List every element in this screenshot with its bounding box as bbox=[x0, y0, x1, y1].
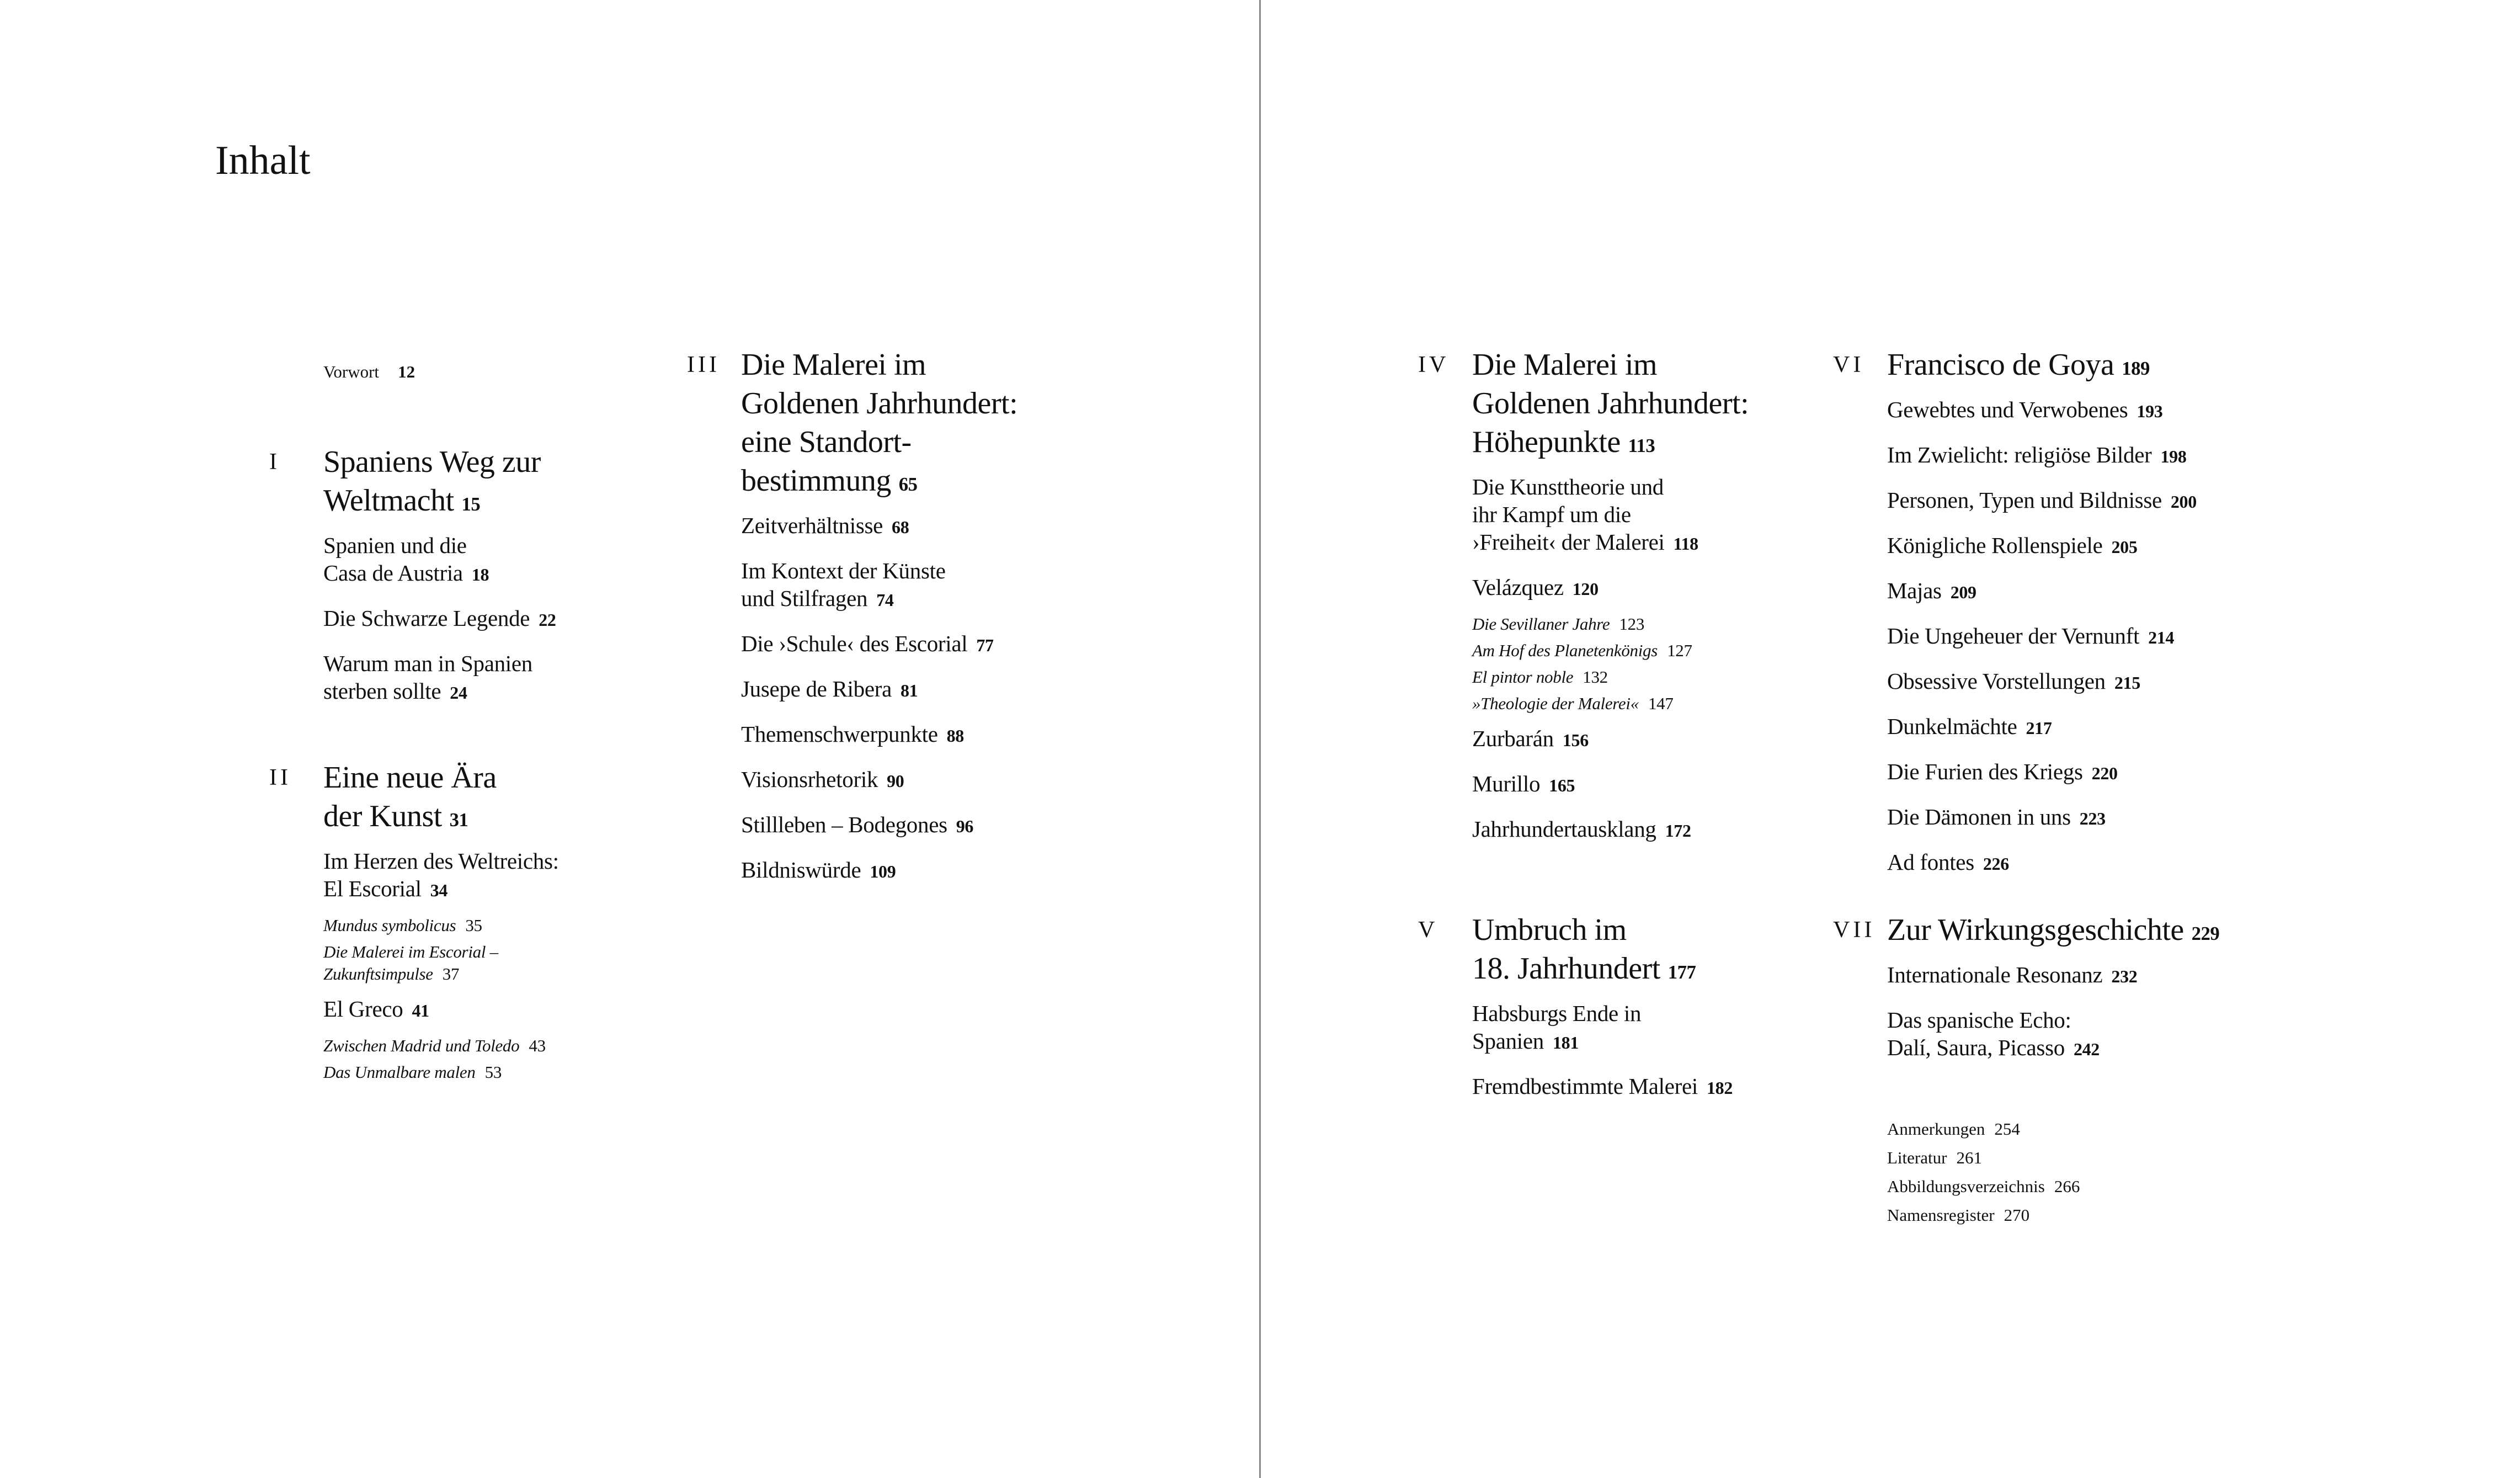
entry-line bbox=[1887, 713, 2251, 742]
entry-label: Die Dämonen in uns bbox=[1887, 804, 2071, 830]
entry-line bbox=[1887, 622, 2251, 652]
entry-line bbox=[1887, 531, 2251, 561]
entry-label: Königliche Rollenspiele bbox=[1887, 533, 2103, 558]
toc-subsection[interactable] bbox=[323, 1035, 688, 1057]
toc-section[interactable] bbox=[1472, 999, 1836, 1057]
chapter-entries bbox=[323, 443, 688, 722]
chapter-title-line: Umbruch im bbox=[1472, 913, 1627, 947]
entry-label: Die Kunsttheorie und bbox=[1472, 474, 1664, 499]
page-number: 182 bbox=[1706, 1078, 1733, 1098]
chapter-numeral: II bbox=[269, 765, 291, 790]
page-number: 90 bbox=[887, 772, 904, 791]
page-number: 261 bbox=[1956, 1148, 1982, 1167]
chapter-title-line bbox=[1472, 949, 1836, 992]
entry-line bbox=[1887, 577, 2251, 607]
entry-label: Abbildungsverzeichnis bbox=[1887, 1177, 2045, 1196]
entry-line bbox=[741, 811, 1105, 841]
toc-section[interactable] bbox=[741, 630, 1105, 660]
entry-label: Visionsrhetorik bbox=[741, 767, 878, 792]
page-number: 223 bbox=[2079, 809, 2106, 828]
entry-line bbox=[741, 720, 1105, 750]
entry-line bbox=[323, 1061, 688, 1083]
page-number: 34 bbox=[430, 881, 448, 900]
entry-label: Habsburgs Ende in bbox=[1472, 1001, 1642, 1026]
page-gutter-divider bbox=[1259, 0, 1261, 1478]
page-number: 35 bbox=[465, 916, 482, 935]
entry-label: und Stilfragen bbox=[741, 586, 868, 611]
chapter-title-line bbox=[323, 797, 688, 839]
page-number: 15 bbox=[461, 493, 481, 515]
toc-section[interactable] bbox=[1887, 622, 2251, 652]
entry-label: Das Unmalbare malen bbox=[323, 1062, 476, 1082]
page-number: 113 bbox=[1628, 435, 1655, 456]
entry-line bbox=[323, 915, 688, 937]
entry-label: Vorwort bbox=[323, 362, 380, 381]
toc-section[interactable] bbox=[1887, 803, 2251, 833]
page-number: 88 bbox=[946, 726, 964, 746]
chapter-title-line: Die Malerei im bbox=[1472, 348, 1658, 382]
entry-line bbox=[323, 650, 688, 677]
entry-label: Das spanische Echo: bbox=[1887, 1007, 2071, 1033]
chapter-title-line bbox=[1887, 911, 2251, 953]
entry-label: Ad fontes bbox=[1887, 849, 1974, 875]
entry-line bbox=[741, 557, 1105, 584]
toc-section[interactable] bbox=[1887, 848, 2251, 878]
entry-label: ›Freiheit‹ der Malerei bbox=[1472, 529, 1665, 555]
page-number: 18 bbox=[471, 565, 489, 584]
toc-section[interactable] bbox=[1472, 1072, 1836, 1102]
toc-section[interactable] bbox=[741, 811, 1105, 841]
toc-section[interactable] bbox=[323, 531, 688, 589]
entry-label: Die Sevillaner Jahre bbox=[1472, 614, 1610, 634]
page-number: 120 bbox=[1572, 579, 1599, 599]
chapter-title-text: der Kunst bbox=[323, 799, 442, 833]
entry-label: Dunkelmächte bbox=[1887, 714, 2017, 739]
entry-line bbox=[323, 559, 688, 589]
page-number: 53 bbox=[484, 1062, 502, 1082]
entry-label: Jusepe de Ribera bbox=[741, 676, 892, 701]
entry-label: Im Zwielicht: religiöse Bilder bbox=[1887, 442, 2152, 467]
entry-line bbox=[1887, 396, 2251, 426]
chapter-numeral: I bbox=[269, 449, 280, 475]
page-number: 132 bbox=[1583, 667, 1608, 687]
chapter-title-line: Goldenen Jahrhundert: bbox=[741, 386, 1018, 421]
chapter-title-line: Spaniens Weg zur bbox=[323, 445, 541, 479]
page-number: 232 bbox=[2111, 967, 2138, 986]
toc-section[interactable] bbox=[1472, 725, 1836, 754]
toc-section[interactable] bbox=[1887, 713, 2251, 742]
toc-section[interactable] bbox=[1887, 486, 2251, 516]
entry-label: Literatur bbox=[1887, 1148, 1947, 1167]
chapter-title-line bbox=[1887, 345, 2251, 388]
page-number: 12 bbox=[398, 362, 415, 381]
toc-section[interactable] bbox=[1887, 396, 2251, 426]
chapter-title-text: Francisco de Goya bbox=[1887, 348, 2114, 382]
entry-label: Fremdbestimmte Malerei bbox=[1472, 1073, 1698, 1099]
page-number: 266 bbox=[2054, 1177, 2080, 1196]
toc-section[interactable] bbox=[323, 847, 688, 905]
page-number: 214 bbox=[2148, 628, 2175, 647]
page-number: 147 bbox=[1648, 694, 1674, 713]
page-number: 189 bbox=[2122, 358, 2150, 379]
entry-label: Velázquez bbox=[1472, 575, 1564, 600]
toc-subsection[interactable] bbox=[323, 941, 688, 985]
page-number: 81 bbox=[900, 681, 918, 700]
page-number: 127 bbox=[1667, 641, 1692, 660]
page-number: 96 bbox=[956, 817, 974, 836]
entry-line bbox=[323, 875, 688, 905]
back-matter-list bbox=[1887, 1115, 2251, 1230]
toc-section[interactable] bbox=[323, 604, 688, 634]
entry-line bbox=[1472, 573, 1836, 603]
page-number: 37 bbox=[442, 964, 460, 983]
entry-label: Themenschwerpunkte bbox=[741, 721, 938, 747]
entry-line bbox=[1472, 1072, 1836, 1102]
entry-label: Namensregister bbox=[1887, 1205, 1995, 1225]
toc-subsection[interactable] bbox=[323, 1061, 688, 1083]
entry-label: El Greco bbox=[323, 996, 403, 1022]
chapter-title-line bbox=[1472, 423, 1836, 465]
entry-line bbox=[1472, 999, 1836, 1027]
entry-label: Zukunftsimpulse bbox=[323, 964, 433, 983]
page-number: 215 bbox=[2114, 673, 2140, 693]
entry-label: Zwischen Madrid und Toledo bbox=[323, 1036, 520, 1055]
entry-line bbox=[1887, 1034, 2251, 1064]
entry-label: Casa de Austria bbox=[323, 560, 463, 586]
chapter-title-text: 18. Jahrhundert bbox=[1472, 951, 1660, 986]
toc-section[interactable] bbox=[1887, 1006, 2251, 1064]
toc-section[interactable] bbox=[1887, 758, 2251, 788]
page-number: 181 bbox=[1552, 1033, 1579, 1052]
toc-section[interactable] bbox=[1887, 961, 2251, 991]
page-number: 24 bbox=[450, 683, 467, 703]
entry-line bbox=[1472, 1027, 1836, 1057]
page-number: 172 bbox=[1665, 821, 1691, 841]
page-number: 118 bbox=[1673, 534, 1698, 554]
chapter-title-line: eine Standort- bbox=[741, 425, 912, 459]
page-number: 209 bbox=[1950, 583, 1976, 602]
chapter-title[interactable] bbox=[323, 758, 688, 839]
chapter-title-line: Die Malerei im bbox=[741, 348, 926, 382]
toc-section[interactable] bbox=[1472, 573, 1836, 603]
entry-label: Jahrhundertausklang bbox=[1472, 816, 1656, 842]
chapter-title[interactable] bbox=[741, 345, 1105, 504]
entry-label: Warum man in Spanien bbox=[323, 651, 532, 676]
entry-label: Anmerkungen bbox=[1887, 1119, 1985, 1139]
entry-label: Murillo bbox=[1472, 771, 1541, 796]
entry-line bbox=[741, 630, 1105, 660]
entry-line bbox=[323, 1035, 688, 1057]
page-number: 242 bbox=[2073, 1040, 2100, 1059]
chapter-title-line: Goldenen Jahrhundert: bbox=[1472, 386, 1749, 421]
entry-line bbox=[1472, 640, 1836, 662]
page-number: 220 bbox=[2091, 764, 2118, 783]
page-number: 31 bbox=[449, 809, 468, 831]
entry-label: Im Herzen des Weltreichs: bbox=[323, 848, 559, 874]
page-number: 270 bbox=[2004, 1205, 2030, 1225]
entry-label: »Theologie der Malerei« bbox=[1472, 694, 1639, 713]
entry-label: El pintor noble bbox=[1472, 667, 1574, 687]
entry-label: Obsessive Vorstellungen bbox=[1887, 668, 2106, 694]
toc-subsection[interactable] bbox=[323, 915, 688, 937]
page-number: 22 bbox=[539, 610, 556, 630]
entry-line bbox=[741, 512, 1105, 541]
chapter-numeral: VII bbox=[1833, 917, 1876, 943]
chapter-entries bbox=[741, 345, 1105, 901]
page-number: 43 bbox=[529, 1036, 546, 1055]
page-number: 65 bbox=[898, 474, 918, 495]
page-number: 217 bbox=[2026, 719, 2052, 738]
entry-line bbox=[1472, 501, 1836, 528]
entry-line bbox=[1887, 758, 2251, 788]
entry-label: Gewebtes und Verwobenes bbox=[1887, 397, 2128, 422]
toc-subsection[interactable] bbox=[1472, 693, 1836, 715]
entry-label: Mundus symbolicus bbox=[323, 916, 456, 935]
toc-subsection[interactable] bbox=[1472, 613, 1836, 635]
entry-line bbox=[1887, 803, 2251, 833]
page-number: 226 bbox=[1983, 854, 2009, 874]
toc-section[interactable] bbox=[1472, 473, 1836, 558]
entry-label: Die Ungeheuer der Vernunft bbox=[1887, 623, 2140, 648]
entry-line bbox=[1472, 770, 1836, 800]
entry-label: Zeitverhältnisse bbox=[741, 513, 883, 538]
toc-section[interactable] bbox=[741, 856, 1105, 886]
chapter-entries bbox=[1887, 911, 2251, 1079]
toc-section[interactable] bbox=[1887, 667, 2251, 697]
chapter-title[interactable] bbox=[323, 443, 688, 524]
entry-label: El Escorial bbox=[323, 876, 422, 901]
page-number: 156 bbox=[1562, 731, 1589, 750]
entry-label: Majas bbox=[1887, 578, 1942, 603]
toc-subsection[interactable] bbox=[1472, 666, 1836, 688]
entry-label: Am Hof des Planetenkönigs bbox=[1472, 641, 1658, 660]
back-matter-item[interactable] bbox=[1887, 1201, 2251, 1230]
entry-line bbox=[1887, 961, 2251, 991]
chapter-title-line: Eine neue Ära bbox=[323, 761, 497, 795]
entry-label: Stillleben – Bodegones bbox=[741, 812, 947, 837]
chapter-title-text: bestimmung bbox=[741, 464, 891, 498]
chapter-entries bbox=[1887, 345, 2251, 894]
chapter-title[interactable] bbox=[1887, 345, 2251, 388]
chapter-title-line bbox=[323, 481, 688, 524]
entry-label: Im Kontext der Künste bbox=[741, 558, 946, 583]
entry-line bbox=[1887, 848, 2251, 878]
chapter-title-text: Höhepunkte bbox=[1472, 425, 1621, 459]
toc-section[interactable] bbox=[741, 720, 1105, 750]
toc-section[interactable] bbox=[323, 995, 688, 1025]
entry-label: Dalí, Saura, Picasso bbox=[1887, 1035, 2065, 1060]
entry-line bbox=[323, 941, 688, 963]
toc-section[interactable] bbox=[1472, 770, 1836, 800]
chapter-numeral: V bbox=[1418, 917, 1439, 943]
back-matter-item[interactable] bbox=[1887, 1144, 2251, 1172]
entry-label: ihr Kampf um die bbox=[1472, 502, 1631, 527]
toc-section[interactable] bbox=[1472, 815, 1836, 845]
toc-section[interactable] bbox=[741, 675, 1105, 705]
chapter-title-text: Zur Wirkungsgeschichte bbox=[1887, 913, 2184, 947]
entry-line bbox=[1887, 667, 2251, 697]
page-number: 77 bbox=[976, 636, 994, 655]
entry-label: Spanien bbox=[1472, 1028, 1544, 1054]
chapter-title-text: Weltmacht bbox=[323, 483, 454, 518]
entry-line bbox=[1887, 486, 2251, 516]
chapter-entries bbox=[323, 758, 688, 1093]
page-number: 200 bbox=[2170, 492, 2197, 512]
chapter-entries bbox=[1472, 911, 1836, 1118]
entry-label: Die Malerei im Escorial – bbox=[323, 942, 498, 961]
chapter-title-line bbox=[741, 461, 1105, 504]
entry-line bbox=[1472, 528, 1836, 558]
toc-section[interactable] bbox=[1887, 577, 2251, 607]
page-number: 198 bbox=[2160, 447, 2187, 466]
entry-label: Bildniswürde bbox=[741, 857, 861, 882]
page-number: 254 bbox=[1994, 1119, 2020, 1139]
entry-line bbox=[1887, 441, 2251, 471]
chapter-entries bbox=[1472, 345, 1836, 860]
entry-line bbox=[323, 677, 688, 707]
page-number: 74 bbox=[876, 591, 894, 610]
entry-line bbox=[741, 856, 1105, 886]
entry-line bbox=[323, 531, 688, 559]
page-title: Inhalt bbox=[215, 137, 311, 183]
entry-line bbox=[323, 995, 688, 1025]
chapter-title[interactable] bbox=[1472, 911, 1836, 992]
back-matter-item[interactable] bbox=[1887, 1172, 2251, 1201]
entry-label: Die ›Schule‹ des Escorial bbox=[741, 631, 968, 656]
page-number: 41 bbox=[412, 1001, 429, 1020]
chapter-numeral: III bbox=[687, 352, 720, 378]
page-number: 109 bbox=[870, 862, 896, 881]
entry-line bbox=[741, 584, 1105, 614]
entry-line bbox=[741, 765, 1105, 795]
entry-label: Personen, Typen und Bildnisse bbox=[1887, 487, 2162, 513]
entry-line bbox=[323, 604, 688, 634]
entry-label: sterben sollte bbox=[323, 678, 441, 704]
toc-section[interactable] bbox=[1887, 441, 2251, 471]
chapter-numeral: VI bbox=[1833, 352, 1864, 378]
toc-section[interactable] bbox=[323, 650, 688, 707]
entry-line bbox=[1887, 1006, 2251, 1034]
page-number: 68 bbox=[892, 518, 909, 537]
page-number: 205 bbox=[2111, 538, 2138, 557]
toc-section[interactable] bbox=[1887, 531, 2251, 561]
entry-line bbox=[1472, 815, 1836, 845]
entry-line bbox=[323, 847, 688, 875]
entry-line bbox=[1472, 725, 1836, 754]
page-number: 165 bbox=[1549, 776, 1575, 795]
page-number: 177 bbox=[1667, 961, 1696, 983]
chapter-title[interactable] bbox=[1887, 911, 2251, 953]
entry-label: Internationale Resonanz bbox=[1887, 962, 2103, 987]
toc-subsection[interactable] bbox=[1472, 640, 1836, 662]
entry-label: Die Furien des Kriegs bbox=[1887, 759, 2083, 784]
entry-line bbox=[741, 675, 1105, 705]
toc-section[interactable] bbox=[741, 765, 1105, 795]
entry-line bbox=[323, 963, 688, 985]
back-matter-item[interactable] bbox=[1887, 1115, 2251, 1144]
entry-label: Die Schwarze Legende bbox=[323, 605, 530, 631]
page-number: 229 bbox=[2191, 923, 2220, 944]
page-number: 123 bbox=[1619, 614, 1645, 634]
entry-line bbox=[1472, 613, 1836, 635]
entry-line bbox=[1472, 693, 1836, 715]
entry-label: Spanien und die bbox=[323, 533, 467, 558]
entry-line bbox=[1472, 473, 1836, 501]
page-number: 193 bbox=[2137, 402, 2163, 421]
entry-line bbox=[1472, 666, 1836, 688]
toc-section[interactable] bbox=[741, 557, 1105, 614]
entry-label: Zurbarán bbox=[1472, 726, 1554, 751]
toc-section[interactable] bbox=[741, 512, 1105, 541]
chapter-title[interactable] bbox=[1472, 345, 1836, 465]
chapter-numeral: IV bbox=[1418, 352, 1450, 378]
